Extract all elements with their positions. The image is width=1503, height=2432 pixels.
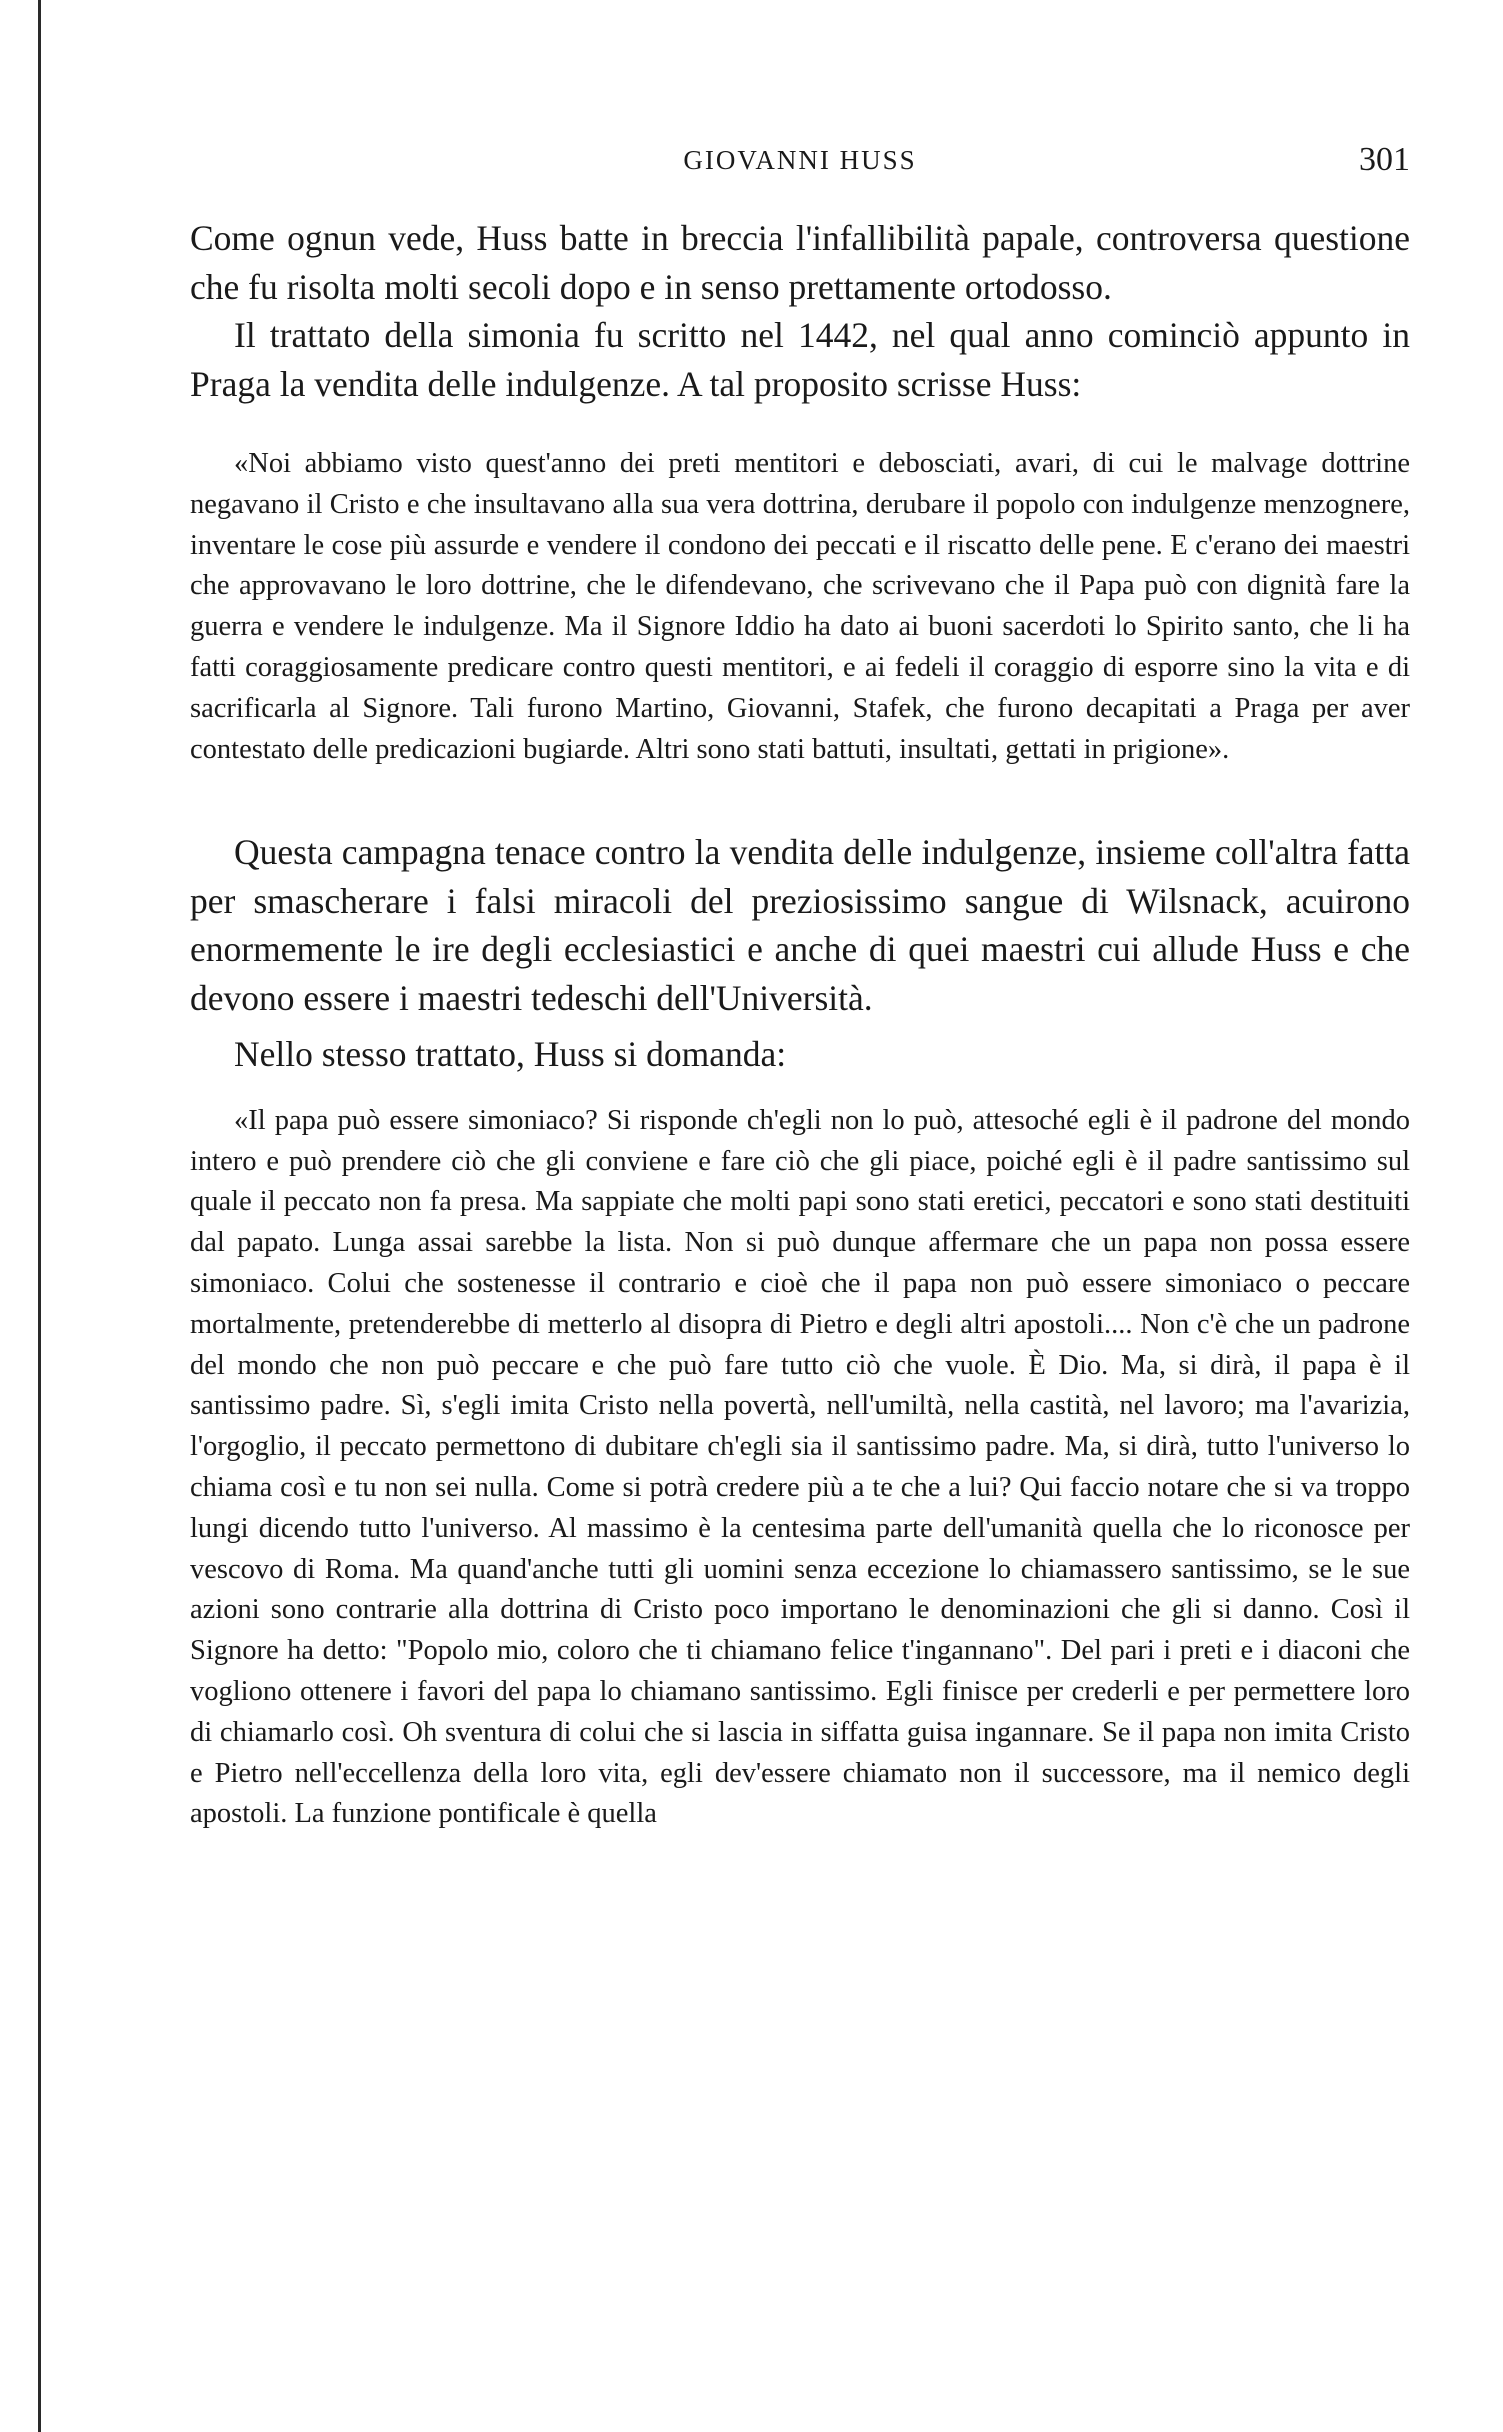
running-title: GIOVANNI HUSS — [683, 145, 917, 175]
block-quote-1: «Noi abbiamo visto quest'anno dei preti mentitori e debosciati, avari, di cui le malvage dottrine negavano il Cristo e che insultavano alla sua vera dottrina, derubare il popolo con indulgenze menzognere, inventare le cose più assurde e vendere il condono dei peccati e il riscatto delle pene. E c'erano dei maestri che approvavano le loro dottrine, che le difendevano, che scrivevano che il Papa può con dignità fare la guerra e vendere le indulgenze. Ma il Signore Iddio ha dato ai buoni sacerdoti lo Spirito santo, che li ha fatti coraggiosamente predicare contro questi mentitori, e ai fedeli il coraggio di esporre sino la vita e di sacrificarla al Signore. Tali furono Martino, Giovanni, Stafek, che furono decapitati a Praga per aver contestato delle predicazioni bugiarde. Altri sono stati battuti, insultati, gettati in prigione». — [190, 448, 1410, 765]
page-number: 301 — [1359, 141, 1410, 178]
paragraph-1: Come ognun vede, Huss batte in breccia l'infallibilità papale, controversa questione che fu risolta molti secoli dopo e in senso prettamente ortodosso. — [190, 218, 1410, 307]
paragraph-4: Nello stesso trattato, Huss si domanda: — [234, 1034, 787, 1075]
paragraph-3: Questa campagna tenace contro la vendita delle indulgenze, insieme coll'altra fatta per smascherare i falsi miracoli del preziosissimo sangue di Wilsnack, acuirono enormemente le ire degli ecclesiastici e anche di quei maestri cui allude Huss e che devono essere i maestri tedeschi dell'Università. — [190, 832, 1410, 1018]
page-header — [190, 140, 1410, 180]
page-binding-edge — [38, 0, 41, 2432]
block-quote-2: «Il papa può essere simoniaco? Si risponde ch'egli non lo può, attesoché egli è il padrone del mondo intero e può prendere ciò che gli conviene e fare ciò che gli piace, poiché egli è il padre santissimo sul quale il peccato non fa presa. Ma sappiate che molti papi sono stati eretici, peccatori e sono stati destituiti dal papato. Lunga assai sarebbe la lista. Non si può dunque affermare che un papa non possa essere simoniaco. Colui che sostenesse il contrario e cioè che il papa non può essere simoniaco o peccare mortalmente, pretenderebbe di metterlo al disopra di Pietro e degli altri apostoli.... Non c'è che un padrone del mondo che non può peccare e che può fare tutto ciò che vuole. È Dio. Ma, si dirà, il papa è il santissimo padre. Sì, s'egli imita Cristo nella povertà, nell'umiltà, nella castità, nel lavoro; ma l'avarizia, l'orgoglio, il peccato permettono di dubitare ch'egli sia il santissimo padre. Ma, si dirà, tutto l'universo lo chiama così e tu non sei nulla. Come si potrà credere più a te che a lui? Qui faccio notare che si va troppo lungi dicendo tutto l'universo. Al massimo è la centesima parte dell'umanità quella che lo riconosce per vescovo di Roma. Ma quand'anche tutti gli uomini senza eccezione lo chiamassero santissimo, se le sue azioni sono contrarie alla dottrina di Cristo poco importano le denominazioni che gli si danno. Così il Signore ha detto: "Popolo mio, coloro che ti chiamano felice t'ingannano". Del pari i preti e i diaconi che vogliono ottenere i favori del papa lo chiamano santissimo. Egli finisce per crederli e per permettere loro di chiamarlo così. Oh sventura di colui che si lascia in siffatta guisa ingannare. Se il papa non imita Cristo e Pietro nell'eccellenza della loro vita, egli dev'essere chiamato non il successore, ma il nemico degli apostoli. La funzione pontificale è quella — [190, 1104, 1410, 1830]
paragraph-2: Il trattato della simonia fu scritto nel 1442, nel qual anno cominciò appunto in Praga la vendita delle indulgenze. A tal proposito scrisse Huss: — [190, 315, 1410, 404]
body-text — [190, 214, 1410, 1835]
